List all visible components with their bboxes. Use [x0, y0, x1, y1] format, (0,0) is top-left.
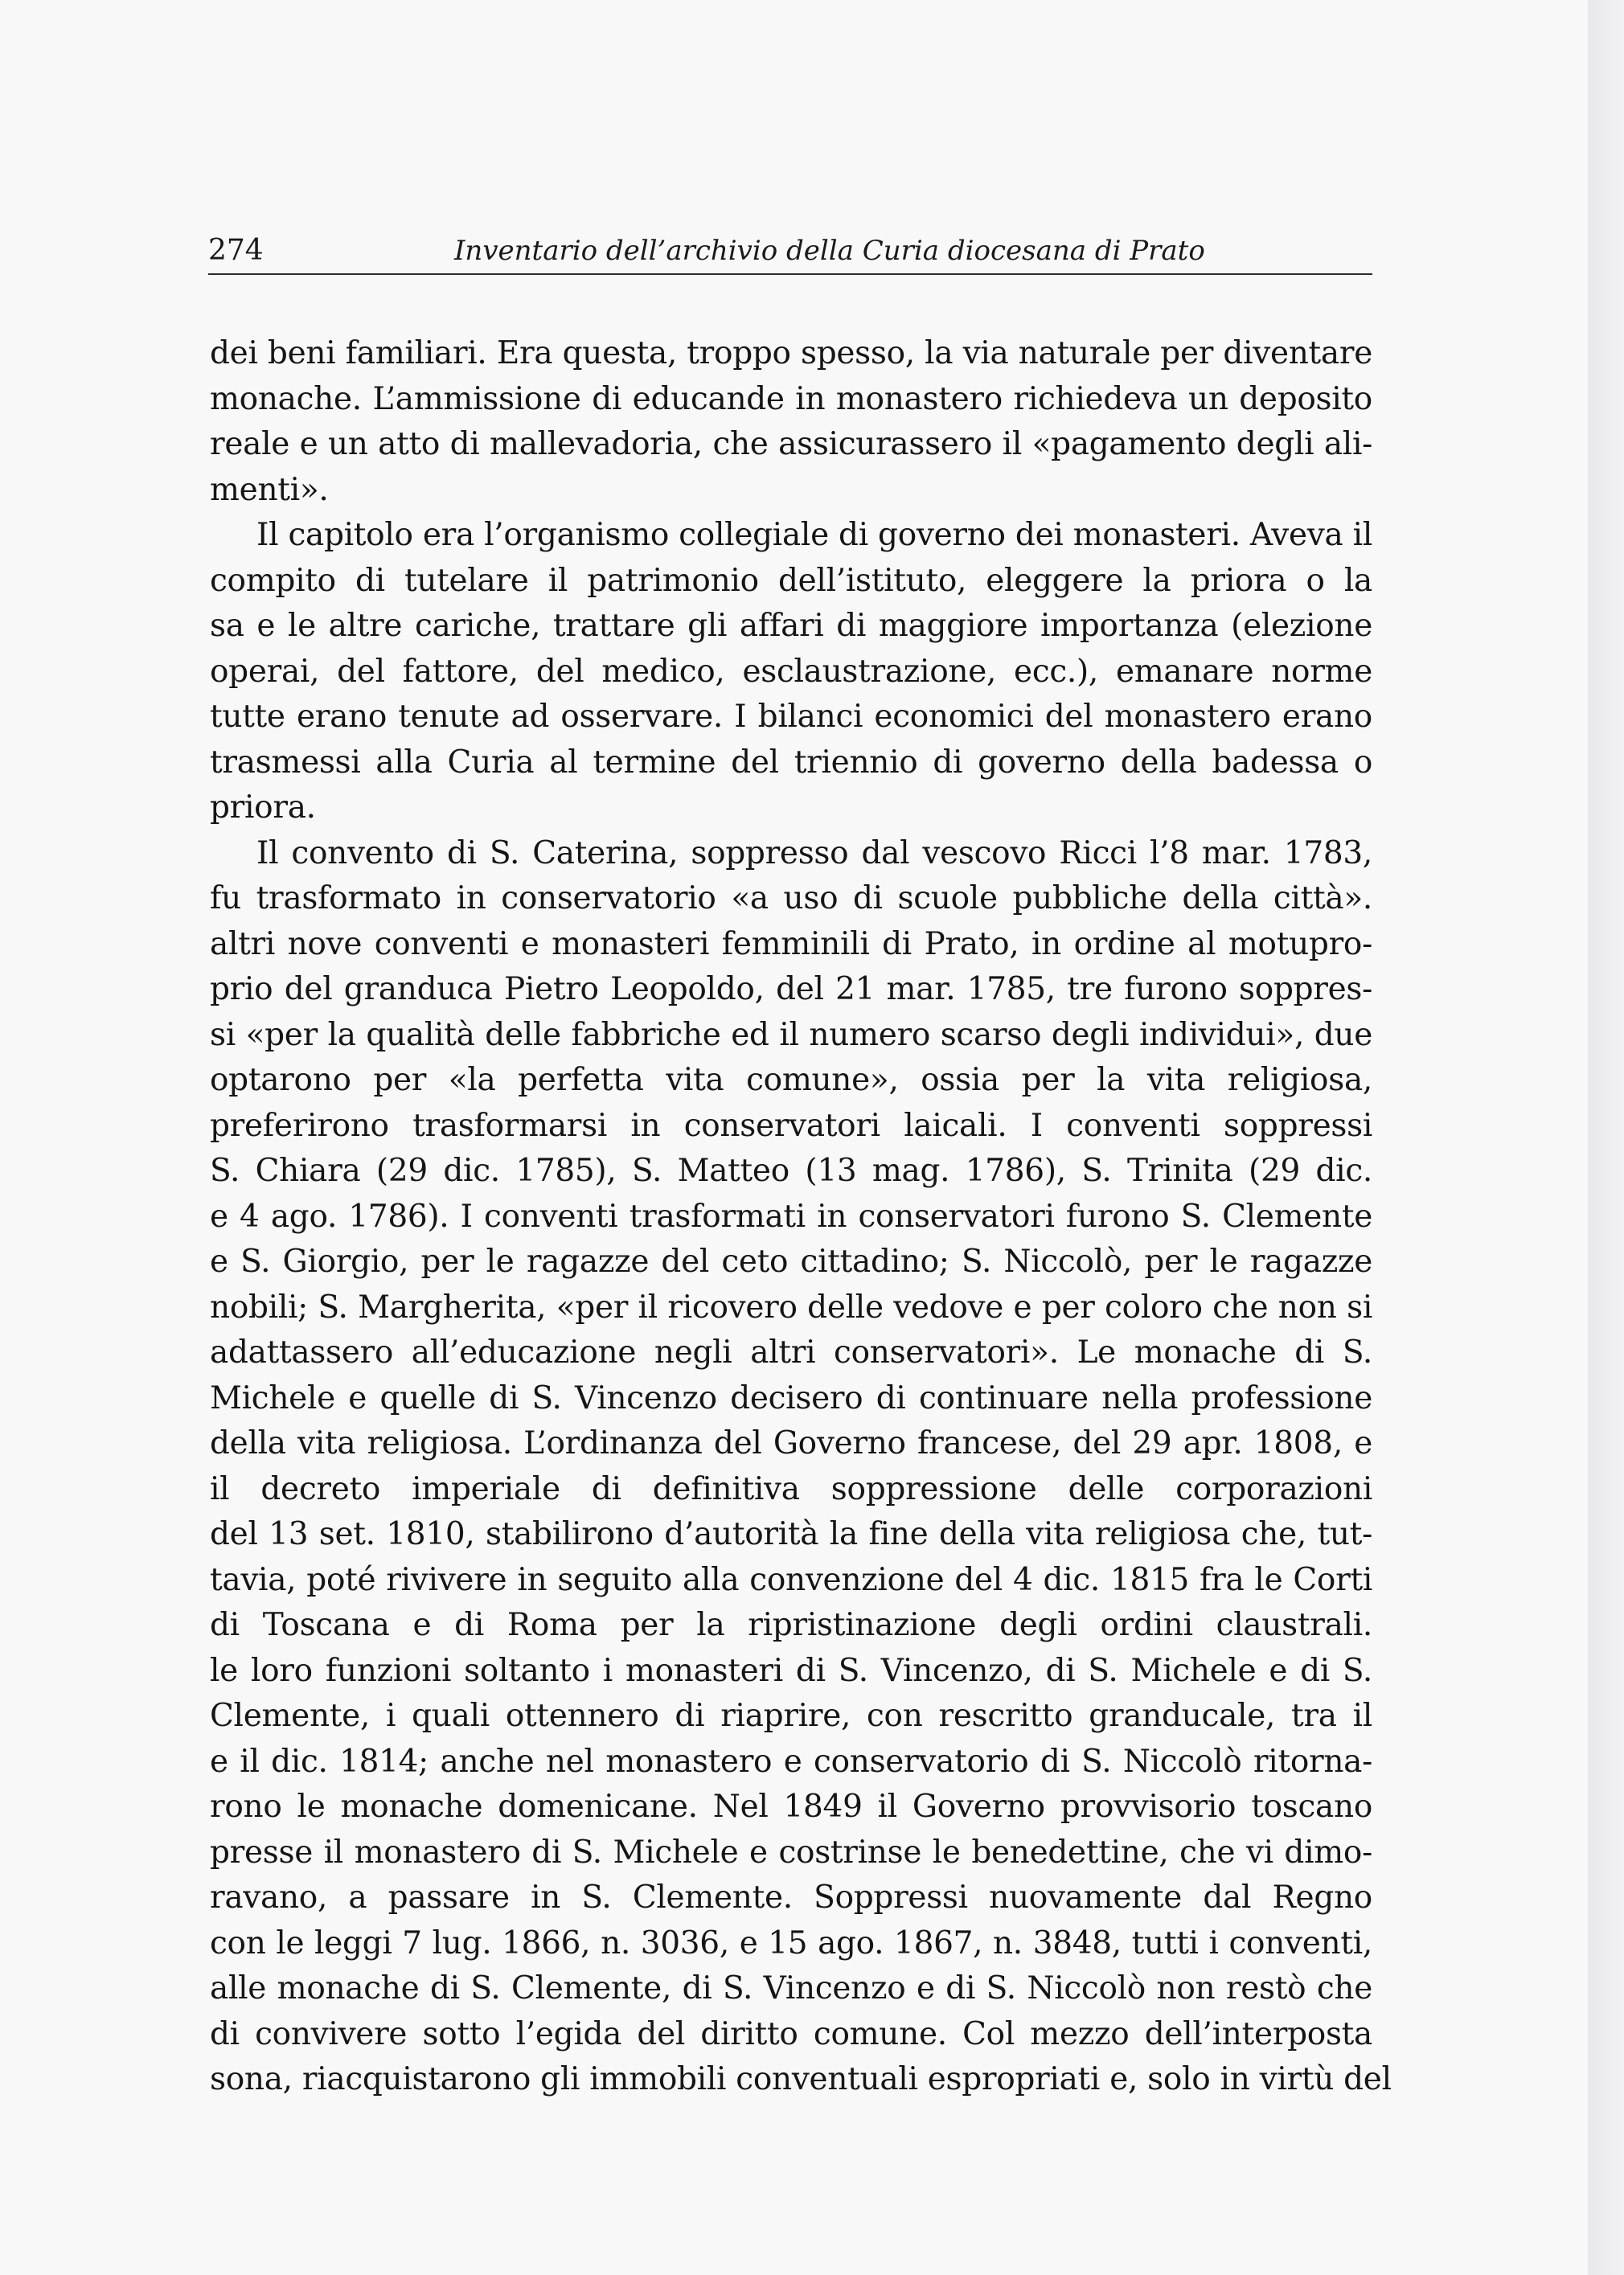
text-line: e S. Giorgio, per le ragazze del ceto cittadino; S. Niccolò, per le ragazze — [210, 1244, 1372, 1280]
text-line: preferirono trasformarsi in conservatori laicali. I conventi soppressi — [210, 1107, 1372, 1144]
paragraph — [210, 331, 1372, 513]
text-line: con le leggi 7 lug. 1866, n. 3036, e 15 ago. 1867, n. 3848, tutti i conventi, — [210, 1925, 1372, 1961]
text-line: sona, riacquistarono gli immobili conventuali espropriati e, solo in virtù del — [210, 2061, 1392, 2097]
text-line: alle monache di S. Clemente, di S. Vincenzo e di S. Niccolò non restò che — [210, 1970, 1372, 2007]
text-line: optarono per «la perfetta vita comune», ossia per la vita religiosa, — [210, 1062, 1372, 1098]
text-line: Michele e quelle di S. Vincenzo decisero di continuare nella professione — [210, 1379, 1372, 1416]
text-line: adattassero all’educazione negli altri conservatori». Le monache di S. — [210, 1334, 1372, 1371]
text-line: Il convento di S. Caterina, soppresso dal vescovo Ricci l’8 mar. 1783, — [256, 834, 1372, 871]
text-line: tutte erano tenute ad osservare. I bilanci economici del monastero erano — [210, 699, 1372, 735]
page-edge — [1588, 0, 1624, 2275]
text-line: prio del granduca Pietro Leopoldo, del 21 mar. 1785, tre furono soppres- — [210, 971, 1372, 1007]
text-line: trasmessi alla Curia al termine del triennio di governo della badessa o — [210, 744, 1372, 781]
text-line: fu trasformato in conservatorio «a uso di scuole pubbliche della città». — [210, 880, 1372, 916]
text-line: Clemente, i quali ottennero di riaprire, con rescritto granducale, tra il — [210, 1698, 1372, 1734]
text-line: S. Chiara (29 dic. 1785), S. Matteo (13 mag. 1786), S. Trinita (29 dic. — [210, 1153, 1372, 1189]
page-number: 274 — [208, 234, 264, 267]
text-line: il decreto imperiale di definitiva soppressione delle corporazioni — [210, 1470, 1372, 1507]
text-line: priora. — [210, 789, 316, 826]
text-line: del 13 set. 1810, stabilirono d’autorità la fine della vita religiosa che, tut- — [210, 1516, 1372, 1552]
text-line: ravano, a passare in S. Clemente. Soppressi nuovamente dal Regno — [210, 1879, 1372, 1916]
body-text — [210, 331, 1392, 2103]
running-title: Inventario dell’archivio della Curia diocesana di Prato — [454, 235, 1205, 267]
text-line: operai, del fattore, del medico, esclaustrazione, ecc.), emanare norme — [210, 653, 1372, 690]
text-line: e il dic. 1814; anche nel monastero e conservatorio di S. Niccolò ritorna- — [210, 1743, 1372, 1780]
text-line: reale e un atto di mallevadoria, che assicurassero il «pagamento degli ali- — [210, 426, 1372, 462]
text-line: altri nove conventi e monasteri femminili di Prato, in ordine al motupro- — [210, 925, 1372, 962]
text-line: Il capitolo era l’organismo collegiale di governo dei monasteri. Aveva il — [256, 517, 1372, 553]
text-line: tavia, poté rivivere in seguito alla convenzione del 4 dic. 1815 fra le Corti — [210, 1561, 1372, 1598]
running-header — [208, 232, 1372, 275]
text-line: di Toscana e di Roma per la ripristinazione degli ordini claustrali. — [210, 1607, 1372, 1643]
text-line: e 4 ago. 1786). I conventi trasformati in conservatori furono S. Clemente — [210, 1198, 1372, 1235]
text-line: rono le monache domenicane. Nel 1849 il Governo provvisorio toscano — [210, 1789, 1372, 1825]
paragraph — [210, 513, 1372, 831]
text-line: si «per la qualità delle fabbriche ed il numero scarso degli individui», due — [210, 1016, 1372, 1053]
text-line: presse il monastero di S. Michele e costrinse le benedettine, che vi dimo- — [210, 1834, 1372, 1871]
text-line: dei beni familiari. Era questa, troppo spesso, la via naturale per diventare — [210, 335, 1372, 371]
text-line: compito di tutelare il patrimonio dell’istituto, eleggere la priora o la — [210, 562, 1372, 599]
text-line: di convivere sotto l’egida del diritto comune. Col mezzo dell’interposta — [210, 2015, 1372, 2052]
text-line: menti». — [210, 471, 329, 508]
paragraph — [210, 831, 1392, 2103]
text-line: della vita religiosa. L’ordinanza del Governo francese, del 29 apr. 1808, e — [210, 1425, 1372, 1461]
text-line: monache. L’ammissione di educande in monastero richiedeva un deposito — [210, 380, 1372, 417]
text-line: nobili; S. Margherita, «per il ricovero delle vedove e per coloro che non si — [210, 1289, 1372, 1326]
text-line: sa e le altre cariche, trattare gli affari di maggiore importanza (elezione — [210, 608, 1372, 644]
text-line: le loro funzioni soltanto i monasteri di S. Vincenzo, di S. Michele e di S. — [210, 1652, 1372, 1689]
